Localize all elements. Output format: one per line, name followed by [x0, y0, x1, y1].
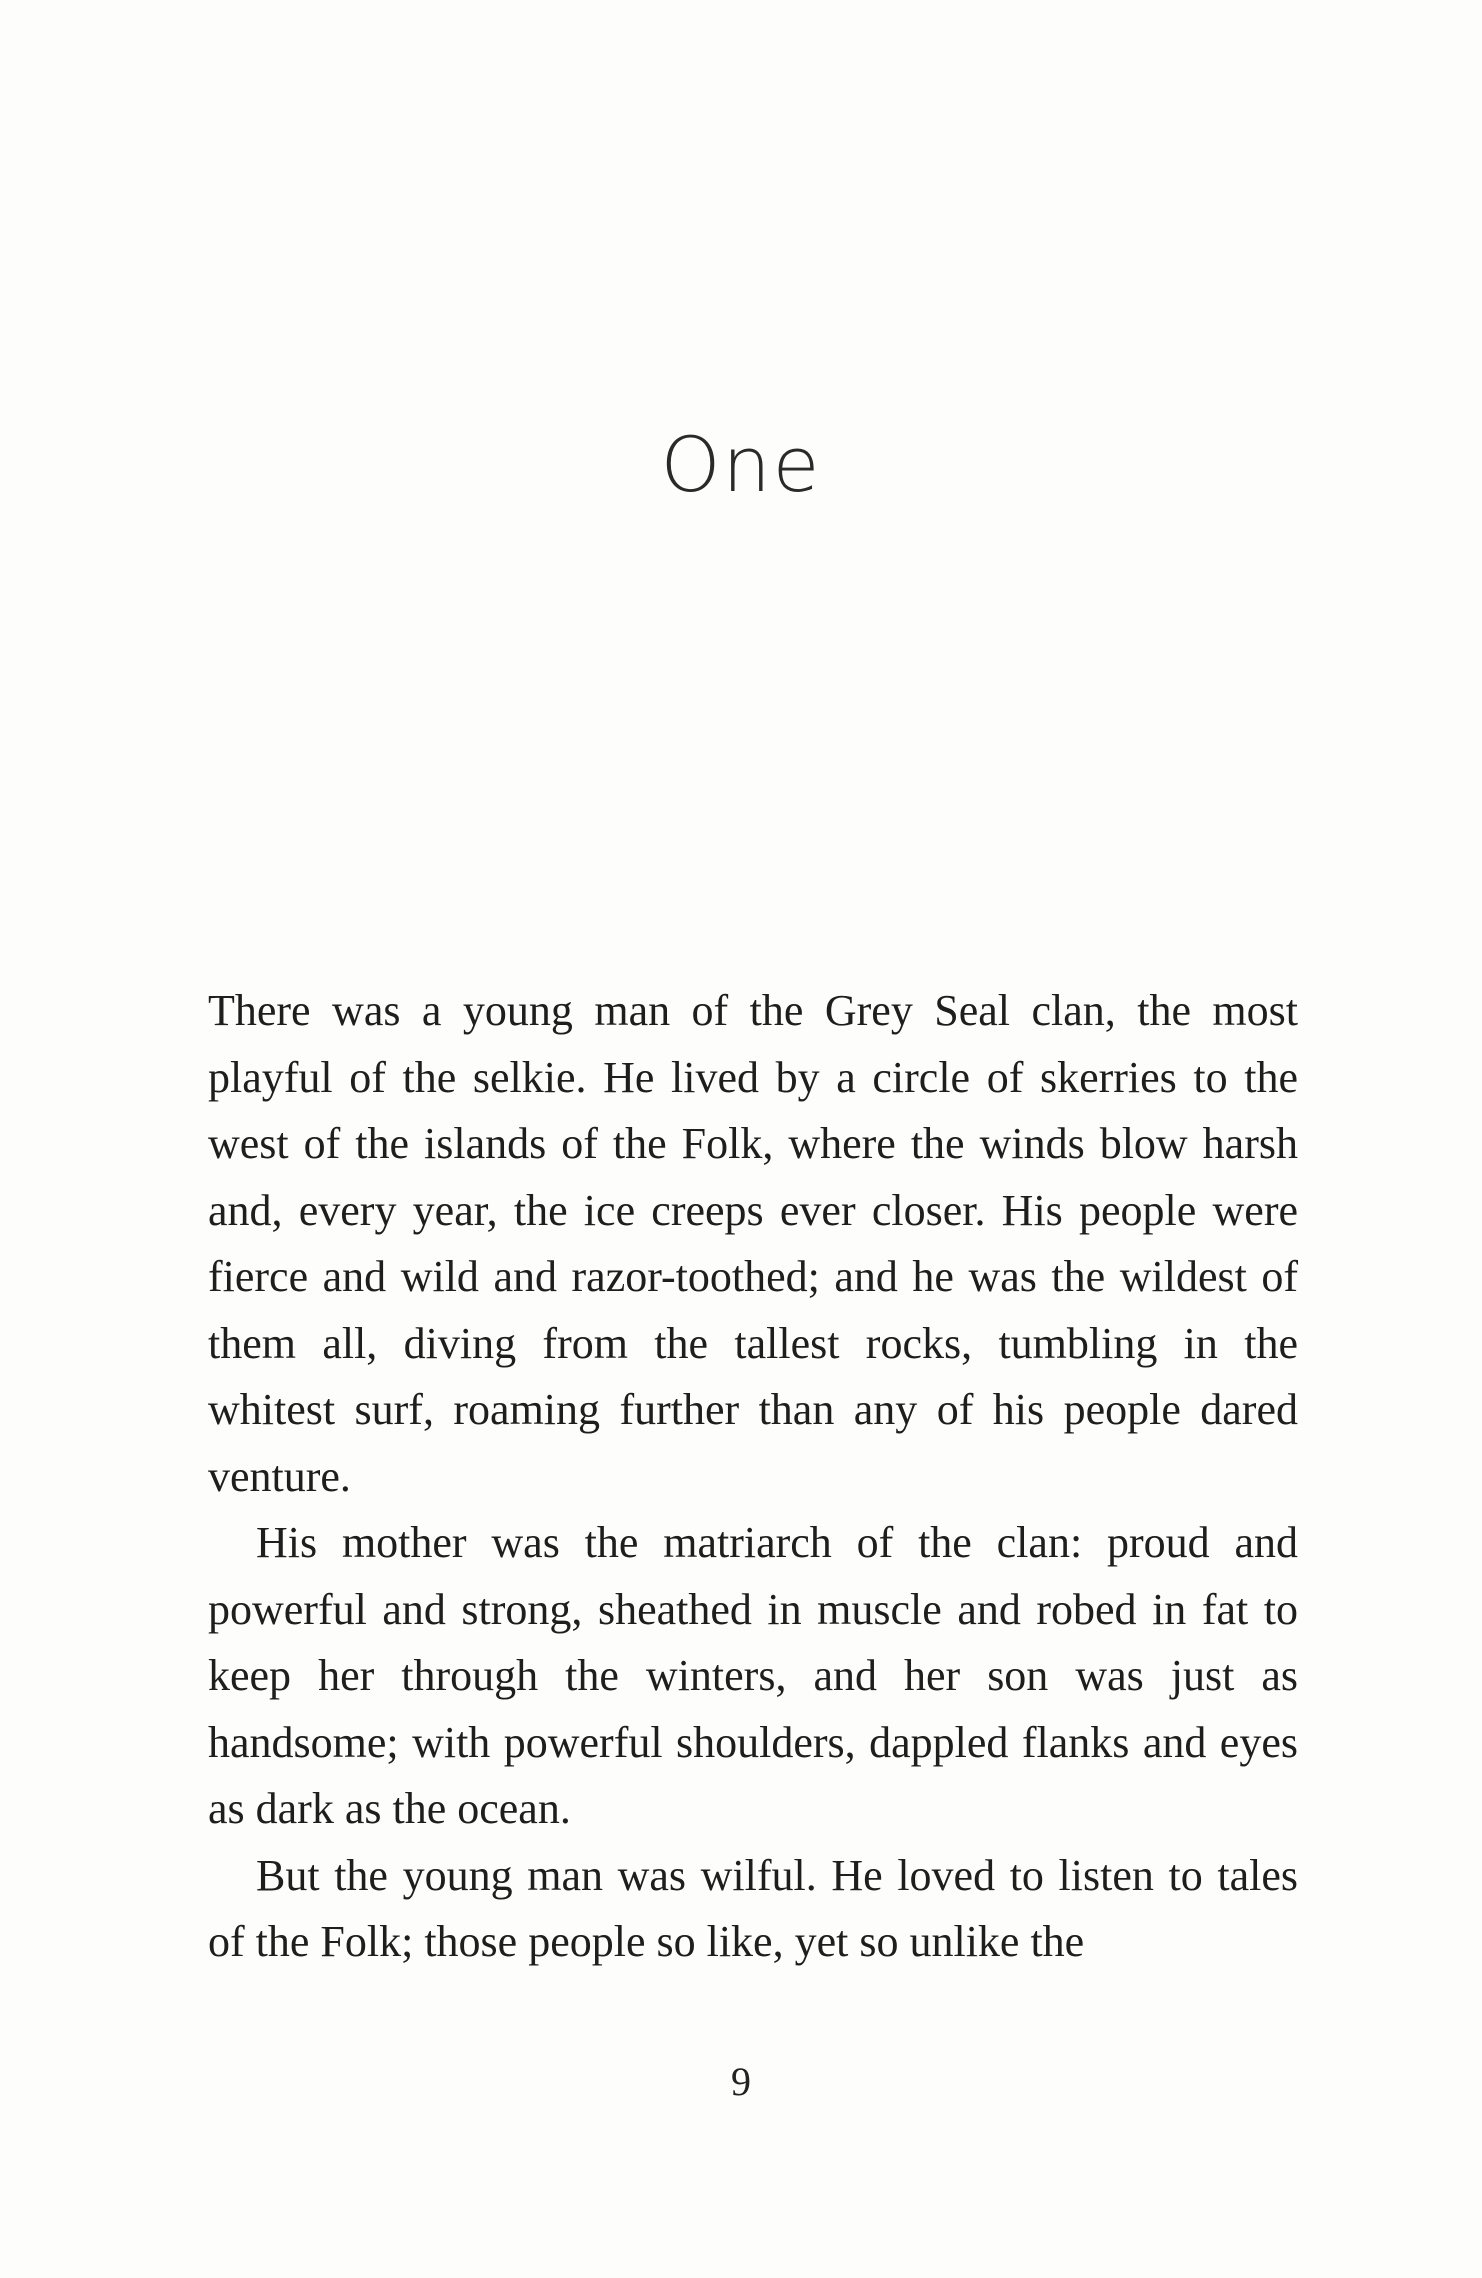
- paragraph-1: There was a young man of the Grey Seal clan, the most playful of the selkie. He lived by a circle of skerries to the west of the islands of the Folk, where the winds blow harsh and, every year, the ice creeps ever closer. His people were fierce and wild and razor-toothed; and he was the wildest of them all, diving from the tallest rocks, tumbling in the whitest surf, roaming further than any of his people dared venture.: [208, 986, 1298, 1501]
- chapter-title: One: [660, 420, 822, 509]
- paragraph-3: But the young man was wilful. He loved to listen to tales of the Folk; those people so like, yet so unlike the: [208, 1850, 1298, 1966]
- chapter-body: [208, 978, 1298, 1976]
- paragraph-2: His mother was the matriarch of the clan: proud and powerful and strong, sheathed in muscle and robed in fat to keep her through the winters, and her son was just as handsome; with powerful shoulders, dappled flanks and eyes as dark as the ocean.: [208, 1518, 1298, 1833]
- page-number: 9: [731, 2059, 751, 2104]
